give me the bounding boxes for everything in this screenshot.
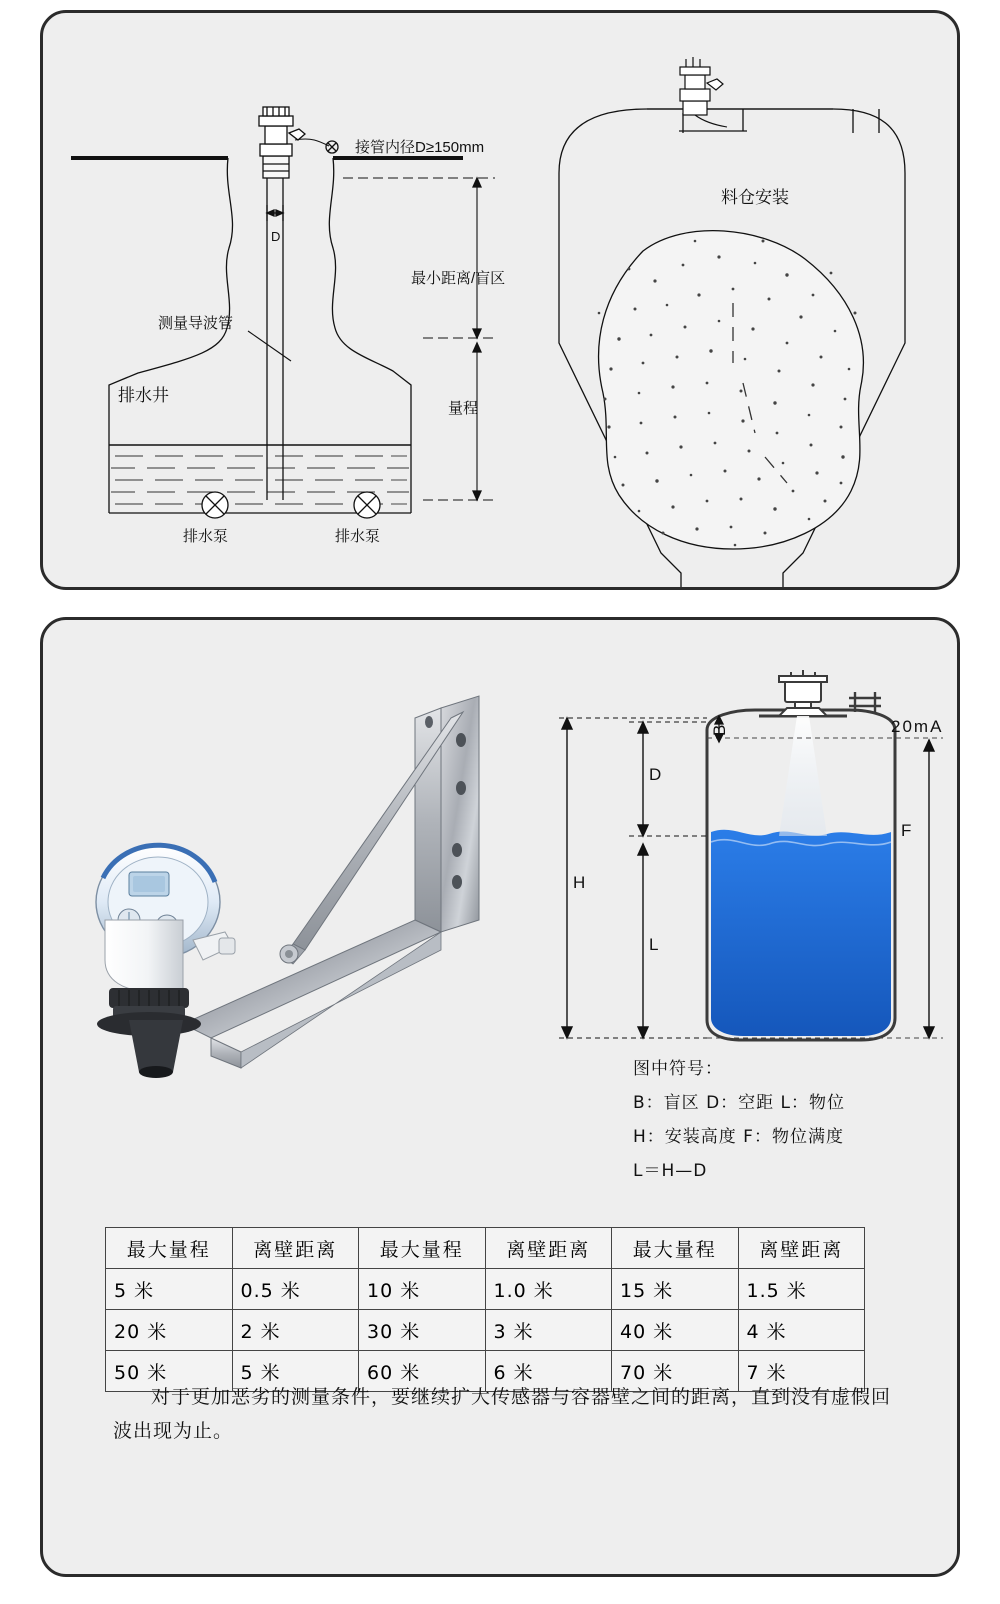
diagram-panel-top xyxy=(40,10,960,590)
th-max-range-2: 最大量程 xyxy=(359,1228,486,1269)
cell-r2c2: 2 米 xyxy=(232,1310,359,1351)
label-min-distance: 最小距离/盲区 xyxy=(411,270,506,287)
th-max-range-3: 最大量程 xyxy=(612,1228,739,1269)
label-silo-install: 料仓安装 xyxy=(721,188,789,207)
table-row xyxy=(106,1310,865,1351)
cell-r3c4: 6 米 xyxy=(485,1351,612,1392)
cell-r1c3: 10 米 xyxy=(359,1269,486,1310)
cell-r3c6: 7 米 xyxy=(738,1351,865,1392)
label-pipe-inner-diameter: 接管内径D≥150mm xyxy=(355,139,485,156)
th-wall-distance-3: 离壁距离 xyxy=(738,1228,865,1269)
label-guide-pipe: 测量导波管 xyxy=(158,315,234,332)
label-drain-well: 排水井 xyxy=(118,386,169,405)
installation-note: 对于更加恶劣的测量条件，要继续扩大传感器与容器壁之间的距离，直到没有虚假回波出现为止。 xyxy=(113,1386,892,1442)
table-header-row xyxy=(106,1228,865,1269)
cell-r1c6: 1.5 米 xyxy=(738,1269,865,1310)
label-f: F xyxy=(901,821,912,840)
th-wall-distance-1: 离壁距离 xyxy=(232,1228,359,1269)
range-distance-table-wrap xyxy=(105,1227,905,1392)
cell-r3c1: 50 米 xyxy=(106,1351,233,1392)
label-h: H xyxy=(573,873,586,892)
cell-r1c5: 15 米 xyxy=(612,1269,739,1310)
cell-r2c3: 30 米 xyxy=(359,1310,486,1351)
legend-line-3: L＝H—D xyxy=(633,1161,708,1181)
th-wall-distance-2: 离壁距离 xyxy=(485,1228,612,1269)
label-d: D xyxy=(649,765,662,784)
label-l: L xyxy=(649,935,659,954)
label-pump-right: 排水泵 xyxy=(335,528,381,545)
label-b: B xyxy=(710,724,729,736)
label-pump-left: 排水泵 xyxy=(183,528,229,545)
cell-r1c4: 1.0 米 xyxy=(485,1269,612,1310)
th-max-range-1: 最大量程 xyxy=(106,1228,233,1269)
legend-title: 图中符号： xyxy=(633,1059,723,1079)
range-distance-table xyxy=(105,1227,865,1392)
diagram-panel-bottom xyxy=(40,617,960,1577)
cell-r3c3: 60 米 xyxy=(359,1351,486,1392)
cell-r2c4: 3 米 xyxy=(485,1310,612,1351)
tank-diagram xyxy=(559,670,943,1040)
mounting-bracket xyxy=(183,696,479,1068)
top-panel-drawing xyxy=(43,13,957,587)
symbol-legend xyxy=(633,1052,845,1188)
table-row xyxy=(106,1269,865,1310)
cell-r3c5: 70 米 xyxy=(612,1351,739,1392)
cell-r3c2: 5 米 xyxy=(232,1351,359,1392)
legend-line-2: H：安装高度 F：物位满度 xyxy=(633,1127,844,1147)
cell-r2c1: 20 米 xyxy=(106,1310,233,1351)
cell-r1c2: 0.5 米 xyxy=(232,1269,359,1310)
label-d-dimension: D xyxy=(271,229,281,244)
legend-line-1: B：盲区 D：空距 L：物位 xyxy=(633,1093,846,1113)
label-20ma: 20mA xyxy=(891,717,944,736)
cell-r1c1: 5 米 xyxy=(106,1269,233,1310)
label-range: 量程 xyxy=(448,400,479,417)
cell-r2c6: 4 米 xyxy=(738,1310,865,1351)
cell-r2c5: 40 米 xyxy=(612,1310,739,1351)
